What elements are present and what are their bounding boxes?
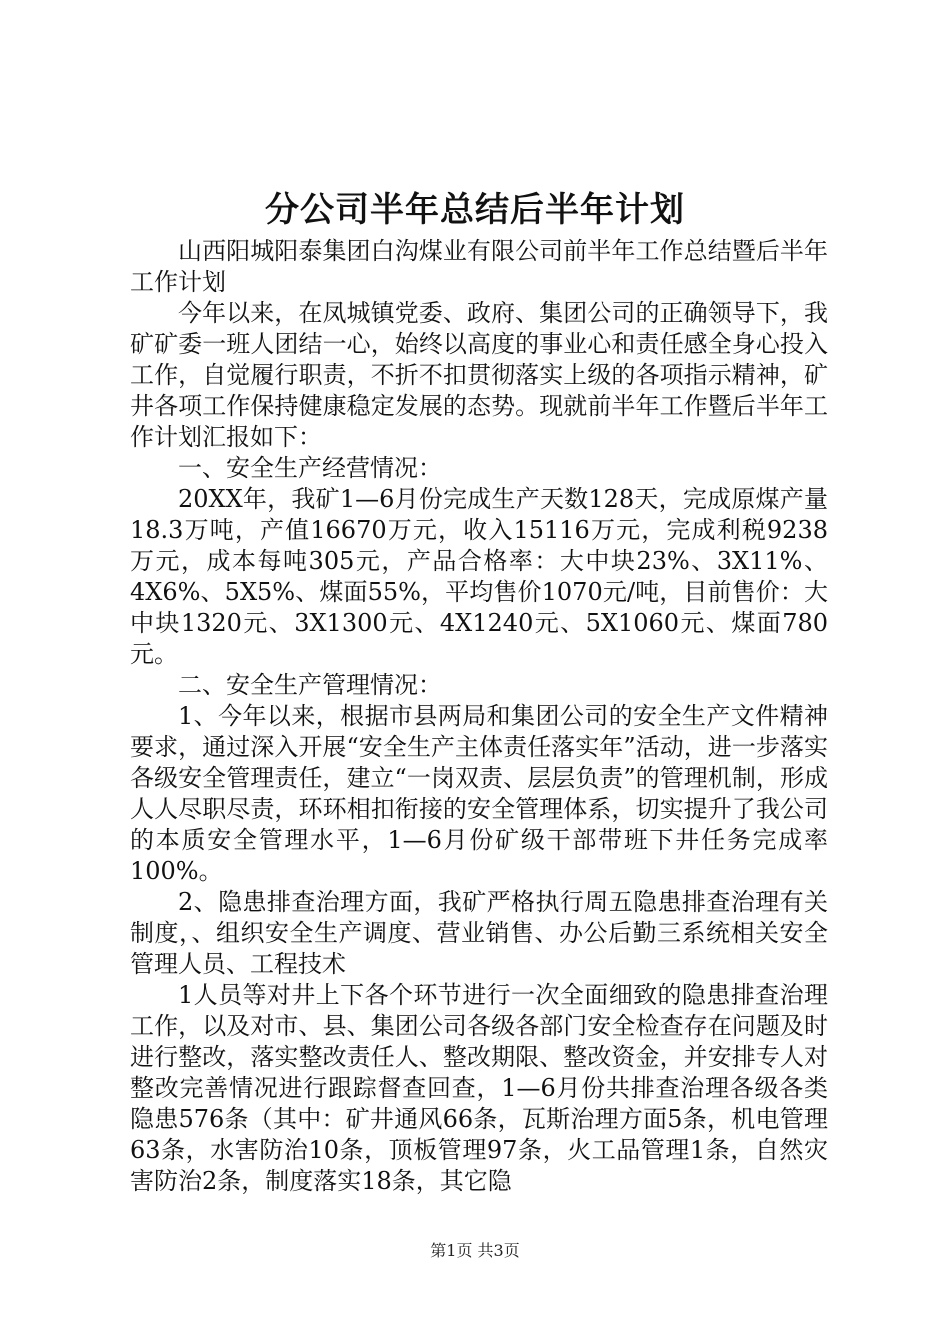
paragraph-safety-1: 1、今年以来，根据市县两局和集团公司的安全生产文件精神要求，通过深入开展“安全生产主体责任落实年”活动，进一步落实各级安全管理责任，建立“一岗双责、层层负责”的管理机制，形成人人尽职尽责，环环相扣衔接的安全管理体系，切实提升了我公司的本质安全管理水平，1—6月份矿级干部带班下井任务完成率100%。: [130, 702, 828, 885]
document-body: [130, 236, 828, 1197]
document-title: 分公司半年总结后半年计划: [265, 190, 685, 230]
paragraph-safety-2: 2、隐患排查治理方面，我矿严格执行周五隐患排查治理有关制度，、组织安全生产调度、营业销售、办公后勤三系统相关安全管理人员、工程技术: [130, 888, 828, 978]
paragraph-intro: 今年以来，在凤城镇党委、政府、集团公司的正确领导下，我矿矿委一班人团结一心，始终以高度的事业心和责任感全身心投入工作，自觉履行职责，不折不扣贯彻落实上级的各项指示精神，矿井各项工作保持健康稳定发展的态势。现就前半年工作暨后半年工作计划汇报如下：: [130, 299, 828, 451]
section-heading-1: 一、安全生产经营情况：: [178, 454, 442, 482]
paragraph-production: 20XX年，我矿1—6月份完成生产天数128天，完成原煤产量18.3万吨，产值16670万元，收入15116万元，完成利税9238万元，成本每吨305元，产品合格率：大中块23%、3X11%、4X6%、5X5%、煤面55%，平均售价1070元/吨，目前售价：大中块1320元、3X1300元、4X1240元、5X1060元、煤面780元。: [130, 485, 828, 668]
paragraph-subtitle: 山西阳城阳泰集团白沟煤业有限公司前半年工作总结暨后半年工作计划: [130, 237, 828, 296]
page-footer: 第1页 共3页: [430, 1241, 520, 1260]
paragraph-safety-3: 1人员等对井上下各个环节进行一次全面细致的隐患排查治理工作，以及对市、县、集团公司各级各部门安全检查存在问题及时进行整改，落实整改责任人、整改期限、整改资金，并安排专人对整改完善情况进行跟踪督查回查，1—6月份共排查治理各级各类隐患576条（其中：矿井通风66条，瓦斯治理方面5条，机电管理63条，水害防治10条，顶板管理97条，火工品管理1条，自然灾害防治2条，制度落实18条，其它隐: [130, 981, 828, 1195]
section-heading-2: 二、安全生产管理情况：: [178, 671, 442, 699]
